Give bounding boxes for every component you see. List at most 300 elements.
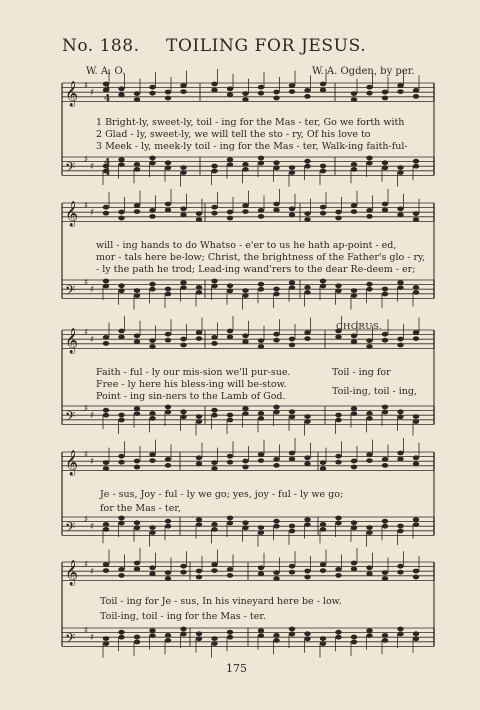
note-head [397,529,403,534]
note-head [242,209,248,214]
note-head [242,293,248,298]
time-signature: 4 [104,158,111,168]
system-1-verse-3: 3 Meek - ly, meek-ly toil - ing for the Mas - ter, Walk-ing faith-ful- [96,141,408,152]
note-head [149,565,155,570]
note-head [320,562,326,567]
note-head [165,405,171,410]
note-head [242,525,248,530]
note-head [103,641,109,646]
note-head [351,567,357,572]
note-head [196,217,202,222]
note-head [351,162,357,167]
note-head [382,410,388,415]
note-head [196,569,202,574]
note-head [382,463,388,468]
note-head [134,640,140,645]
note-head [149,411,155,416]
note-head [351,288,357,293]
note-head [180,409,186,414]
note-head [397,414,403,419]
note-head [103,568,109,573]
note-head [211,88,217,93]
note-head [413,414,419,419]
note-head [382,202,388,207]
note-head [227,162,233,167]
note-head [103,408,109,413]
system-3-verse-1: Faith - ful - ly our mis-sion we'll pur-sue. [96,367,291,378]
note-head [227,567,233,572]
system-2-verse-2: mor - tals here be-low; Christ, the brightness of the Father's glo - ry, [96,252,426,263]
note-head [134,567,140,572]
note-head [320,636,326,641]
note-head [134,406,140,411]
note-head [227,210,233,215]
note-head [351,525,357,530]
note-head [134,162,140,167]
note-head [134,339,140,344]
note-head [366,214,372,219]
note-head [258,282,264,287]
note-head [242,167,248,172]
note-head [351,465,357,470]
note-head [289,570,295,575]
note-head [273,96,279,101]
note-head [413,88,419,93]
note-head [258,530,264,535]
note-head [180,165,186,170]
time-signature: 4 [104,94,111,104]
note-head [211,341,217,346]
note-head [289,206,295,211]
system-1-verse-1: 1 Bright-ly, sweet-ly, toil - ing for the Mas - ter, Go we forth with [96,117,405,128]
note-head [118,630,124,635]
note-head [413,94,419,99]
note-head [118,283,124,288]
note-head [351,406,357,411]
note-head [273,576,279,581]
note-head [180,285,186,290]
note-head [258,416,264,421]
note-head [304,330,310,335]
note-head [413,522,419,527]
note-head [165,160,171,165]
note-head [335,567,341,572]
system-5-lyrics: Toil - ing for Je - sus, In his vineyard here be - low. [100,596,342,607]
note-head [382,633,388,638]
note-head [304,517,310,522]
note-head [320,527,326,532]
note-head [165,410,171,415]
note-head [227,216,233,221]
note-head [258,628,264,633]
note-head [134,520,140,525]
note-head [320,205,326,210]
note-head [273,519,279,524]
note-head [397,170,403,175]
note-head [320,522,326,527]
note-head [335,283,341,288]
note-head [149,452,155,457]
note-head [413,211,419,216]
note-head [196,631,202,636]
note-head [413,419,419,424]
note-head [382,160,388,165]
note-head [366,416,372,421]
sharp-icon: ♯ [84,450,89,460]
note-head [118,86,124,91]
note-head [304,290,310,295]
note-head [289,457,295,462]
note-head [289,343,295,348]
note-head [149,628,155,633]
note-head [397,337,403,342]
note-head [211,164,217,169]
note-head [149,208,155,213]
note-head [149,458,155,463]
note-head [273,90,279,95]
treble-clef-icon: 𝄞 [65,450,79,476]
note-head [211,562,217,567]
sharp-icon: ♯ [90,285,95,295]
note-head [258,287,264,292]
note-head [366,628,372,633]
note-head [180,570,186,575]
note-head [103,279,109,284]
hymn-number: No. 188. [62,36,140,56]
note-head [273,633,279,638]
note-head [227,454,233,459]
note-head [103,413,109,418]
note-head [273,524,279,529]
note-head [165,633,171,638]
note-head [413,336,419,341]
note-head [227,635,233,640]
note-head [351,640,357,645]
note-head [351,97,357,102]
note-head [304,164,310,169]
note-head [227,516,233,521]
bass-clef-icon: 𝄢 [65,519,76,539]
note-head [196,575,202,580]
note-head [227,157,233,162]
note-head [165,519,171,524]
note-head [273,202,279,207]
note-head [273,638,279,643]
system-2-verse-3: - ly the path he trod; Lead-ing wand'rers to the dear Re-deem - er; [96,264,416,275]
note-head [335,216,341,221]
note-head [304,159,310,164]
system-3-verse-3: Point - ing sin-ners to the Lamb of God. [96,391,286,402]
note-head [118,567,124,572]
note-head [165,638,171,643]
note-head [366,161,372,166]
note-head [211,460,217,465]
note-head [413,631,419,636]
note-head [273,292,279,297]
note-head [335,454,341,459]
note-head [382,338,388,343]
note-head [134,293,140,298]
note-head [335,516,341,521]
note-head [273,457,279,462]
note-head [304,419,310,424]
note-head [134,209,140,214]
note-head [227,92,233,97]
note-head [134,203,140,208]
sharp-icon: ♯ [90,633,95,643]
note-head [242,411,248,416]
note-head [289,627,295,632]
note-head [258,571,264,576]
system-3-verse-2: Free - ly here his bless-ing will be-stow. [96,379,287,390]
note-head [196,336,202,341]
bass-clef-icon: 𝄢 [65,630,76,650]
note-head [273,332,279,337]
note-head [273,338,279,343]
note-head [242,459,248,464]
time-signature: 4 [104,168,111,178]
note-head [180,206,186,211]
hymn-title: TOILING FOR JESUS. [166,36,367,56]
note-head [397,165,403,170]
note-head [289,165,295,170]
note-head [397,451,403,456]
note-head [397,524,403,529]
note-head [289,89,295,94]
note-head [242,91,248,96]
note-head [304,461,310,466]
note-head [304,631,310,636]
note-head [103,460,109,465]
note-head [180,280,186,285]
note-head [165,332,171,337]
note-head [118,413,124,418]
note-head [149,214,155,219]
note-head [382,519,388,524]
bass-clef-icon: 𝄢 [65,159,76,179]
note-head [258,344,264,349]
note-head [366,633,372,638]
note-head [366,156,372,161]
note-head [103,211,109,216]
note-head [413,461,419,466]
note-head [382,165,388,170]
note-head [211,568,217,573]
note-head [351,459,357,464]
note-head [242,203,248,208]
note-head [134,97,140,102]
note-head [227,288,233,293]
note-head [382,292,388,297]
note-head [366,208,372,213]
note-head [382,96,388,101]
note-head [242,288,248,293]
note-head [211,284,217,289]
note-head [149,85,155,90]
note-head [258,633,264,638]
note-head [289,170,295,175]
note-head [397,206,403,211]
note-head [258,411,264,416]
note-head [242,465,248,470]
treble-clef-icon: 𝄞 [65,328,79,354]
note-head [118,92,124,97]
note-head [289,409,295,414]
note-head [118,288,124,293]
sharp-icon: ♯ [84,328,89,338]
note-head [304,94,310,99]
note-head [382,405,388,410]
note-head [304,522,310,527]
note-head [118,521,124,526]
note-head [351,293,357,298]
note-head [273,208,279,213]
note-head [366,565,372,570]
note-head [165,524,171,529]
treble-clef-icon: 𝄞 [65,201,79,227]
note-head [149,282,155,287]
note-head [320,164,326,169]
note-head [134,561,140,566]
note-head [211,466,217,471]
note-head [397,457,403,462]
note-head [304,414,310,419]
note-head [118,516,124,521]
note-head [351,167,357,172]
note-head [258,161,264,166]
note-head [165,576,171,581]
note-head [351,339,357,344]
note-head [211,408,217,413]
note-head [258,452,264,457]
note-head [227,283,233,288]
note-head [335,288,341,293]
note-head [103,341,109,346]
sharp-icon: ♯ [84,404,89,414]
note-head [413,575,419,580]
note-head [149,344,155,349]
note-head [134,333,140,338]
note-head [351,561,357,566]
note-head [273,570,279,575]
note-head [382,524,388,529]
note-head [258,91,264,96]
note-head [413,330,419,335]
note-head [227,86,233,91]
system-4-lower-lyrics: for the Mas - ter, [100,503,181,514]
note-head [258,458,264,463]
note-head [134,459,140,464]
note-head [413,217,419,222]
sharp-icon: ♯ [84,515,89,525]
note-head [103,522,109,527]
note-head [382,457,388,462]
note-head [289,632,295,637]
note-head [335,335,341,340]
note-head [118,210,124,215]
system-2-verse-1: will - ing hands to do Whatso - e'er to us he hath ap-point - ed, [96,240,397,251]
note-head [118,162,124,167]
note-head [366,287,372,292]
note-head [196,455,202,460]
note-head [382,638,388,643]
note-head [304,285,310,290]
note-head [289,285,295,290]
sharp-icon: ♯ [84,81,89,91]
note-head [258,85,264,90]
note-head [320,88,326,93]
note-head [366,91,372,96]
note-head [196,211,202,216]
note-head [103,562,109,567]
note-head [289,280,295,285]
note-head [289,414,295,419]
note-head [304,569,310,574]
sharp-icon: ♯ [84,155,89,165]
note-head [320,169,326,174]
note-head [382,576,388,581]
note-head [165,570,171,575]
sharp-icon: ♯ [90,335,95,345]
note-head [227,413,233,418]
note-head [196,290,202,295]
note-head [118,157,124,162]
note-head [304,217,310,222]
note-head [366,452,372,457]
page-number: 175 [226,662,247,675]
lyricist-credit: W. A. O. [86,66,126,77]
note-head [103,527,109,532]
note-head [180,170,186,175]
note-head [165,90,171,95]
note-head [211,279,217,284]
note-head [351,209,357,214]
note-head [413,290,419,295]
note-head [397,627,403,632]
note-head [165,292,171,297]
note-head [289,83,295,88]
note-head [211,641,217,646]
note-head [211,413,217,418]
note-head [211,82,217,87]
note-head [134,91,140,96]
note-head [304,455,310,460]
treble-clef-icon: 𝄞 [65,81,79,107]
note-head [351,411,357,416]
note-head [211,211,217,216]
note-head [366,85,372,90]
note-head [335,630,341,635]
note-head [196,285,202,290]
note-head [242,333,248,338]
note-head [149,91,155,96]
note-head [351,635,357,640]
note-head [289,529,295,534]
note-head [413,569,419,574]
note-head [320,568,326,573]
sharp-icon: ♯ [84,626,89,636]
note-head [118,329,124,334]
note-head [304,575,310,580]
note-head [258,525,264,530]
note-head [273,287,279,292]
note-head [335,460,341,465]
note-head [165,202,171,207]
note-head [351,333,357,338]
note-head [180,212,186,217]
time-signature: 4 [104,84,111,94]
note-head [180,337,186,342]
